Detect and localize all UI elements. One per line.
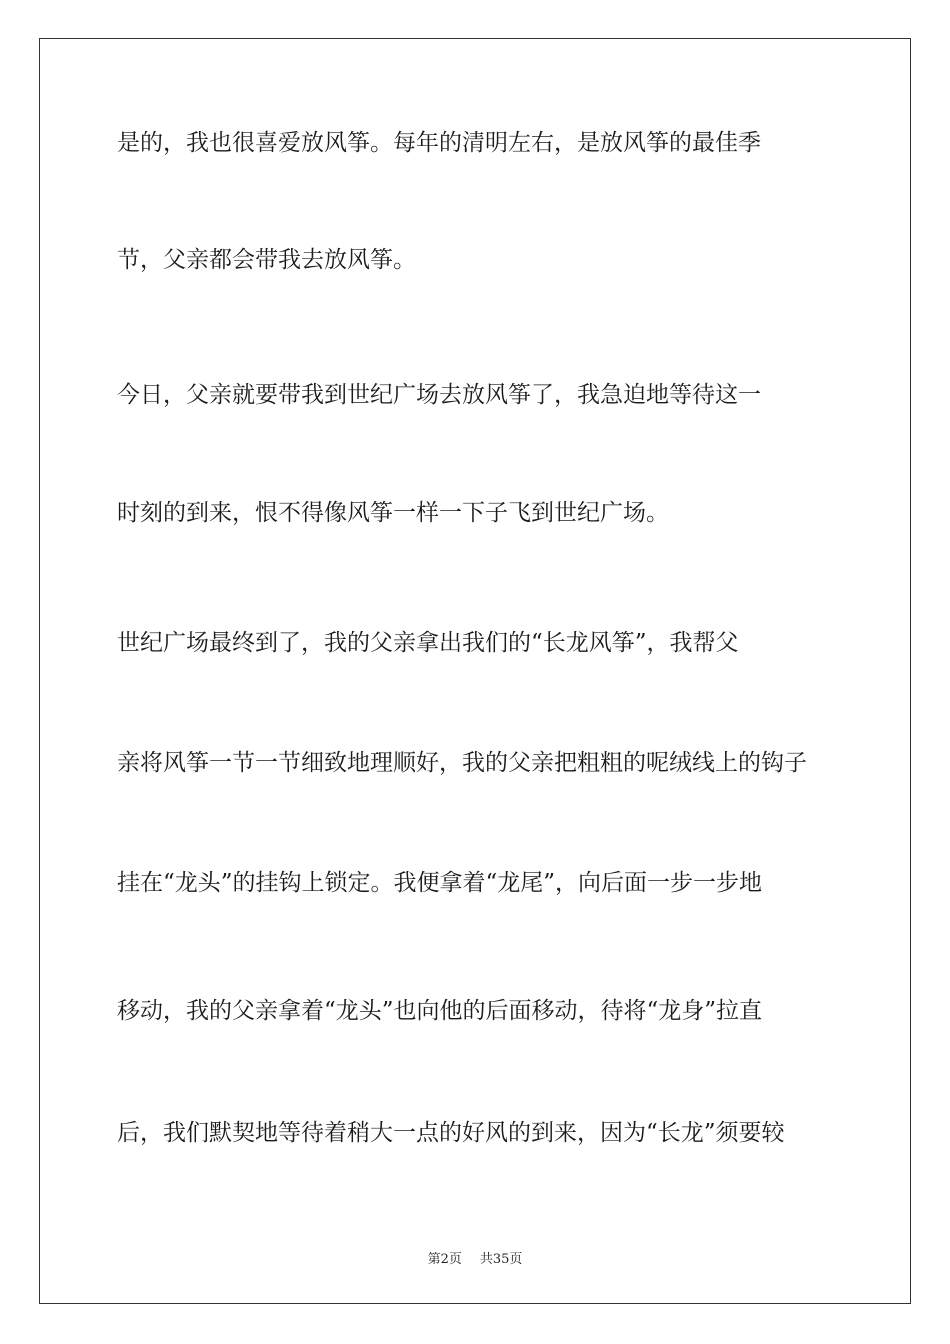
paragraph-line: 今日，父亲就要带我到世纪广场去放风筝了，我急迫地等待这一: [117, 382, 761, 408]
paragraph-line: 亲将风筝一节一节细致地理顺好，我的父亲把粗粗的呢绒线上的钩子: [117, 750, 807, 776]
paragraph-line: 世纪广场最终到了，我的父亲拿出我们的“长龙风筝”，我帮父: [117, 630, 739, 656]
page-number: 第2页: [427, 1252, 462, 1267]
paragraph-line: 时刻的到来，恨不得像风筝一样一下子飞到世纪广场。: [117, 500, 669, 526]
paragraph-line: 挂在“龙头”的挂钩上锁定。我便拿着“龙尾”，向后面一步一步地: [117, 870, 763, 896]
page-footer: [0, 1248, 950, 1267]
paragraph-line: 节，父亲都会带我去放风筝。: [117, 247, 416, 273]
paragraph-line: 是的，我也很喜爱放风筝。每年的清明左右，是放风筝的最佳季: [117, 130, 761, 156]
paragraph-line: 后，我们默契地等待着稍大一点的好风的到来，因为“长龙”须要较: [117, 1120, 785, 1146]
paragraph-line: 移动，我的父亲拿着“龙头”也向他的后面移动，待将“龙身”拉直: [117, 998, 763, 1024]
page-total: 共35页: [479, 1252, 523, 1267]
